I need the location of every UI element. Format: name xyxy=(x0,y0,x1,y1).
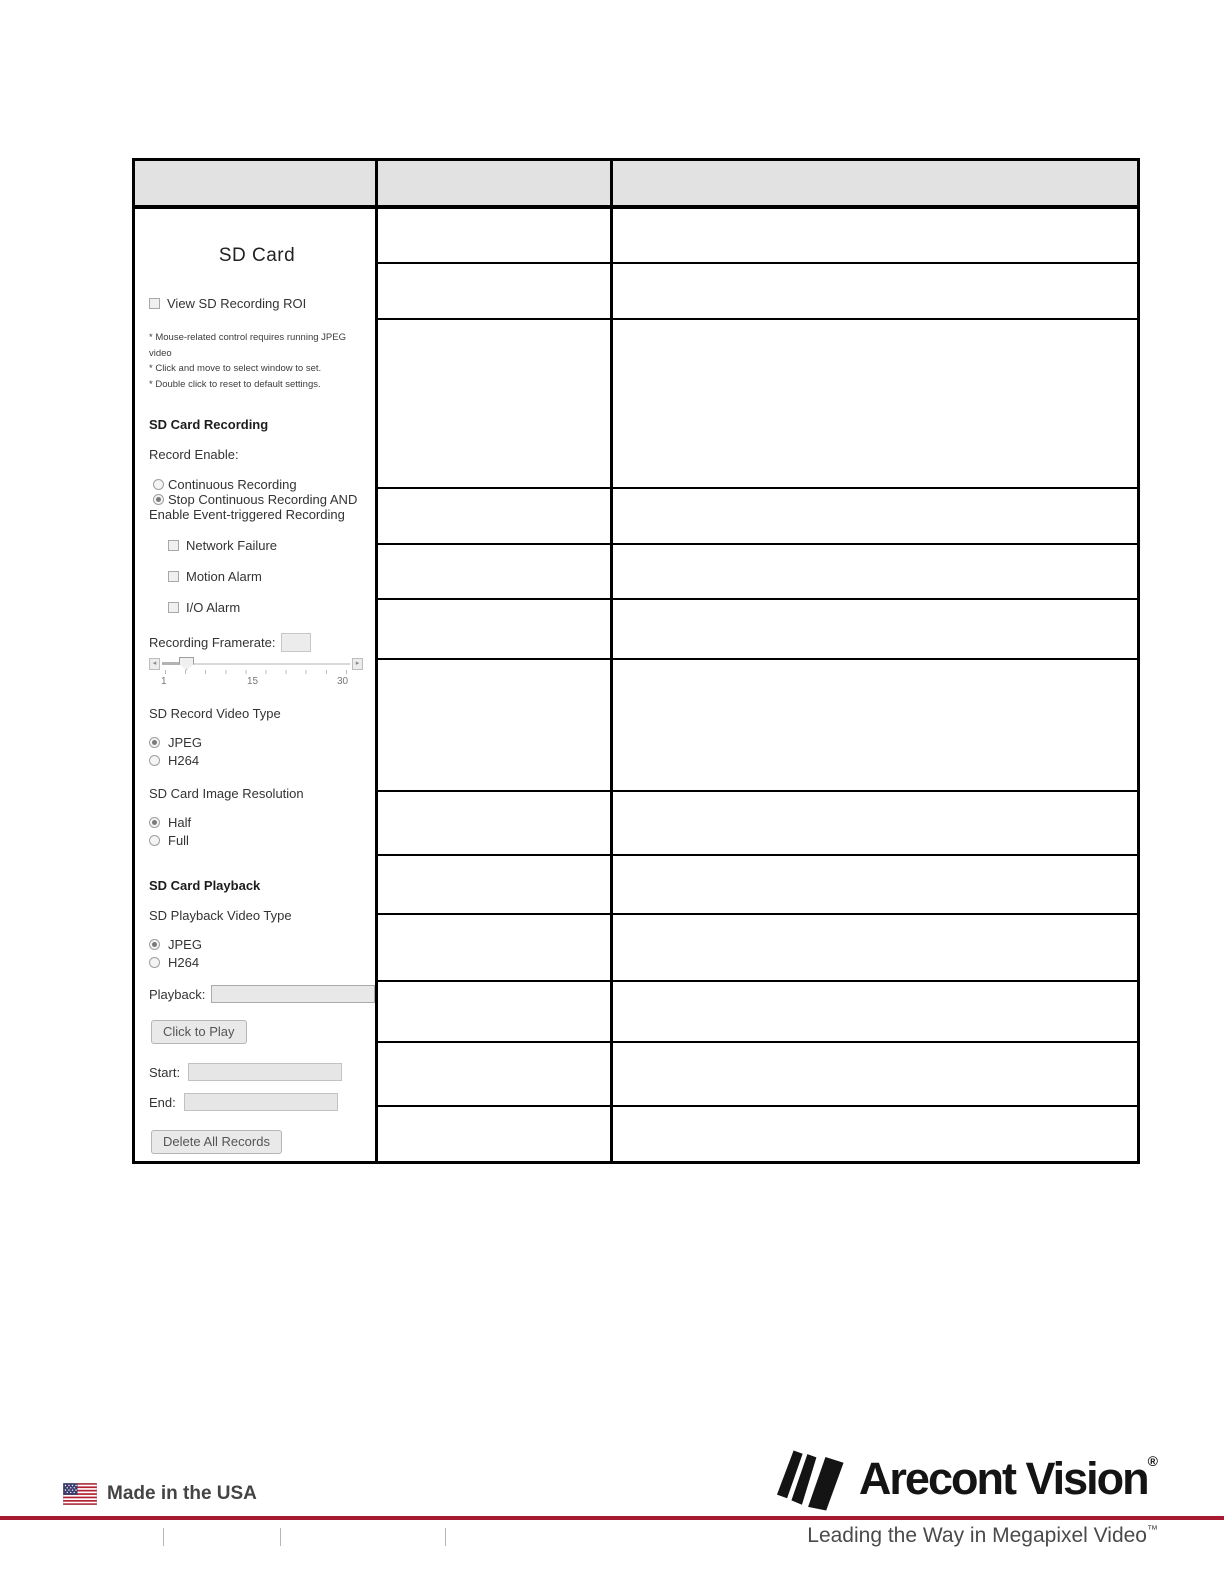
table-cell-empty xyxy=(613,1107,1137,1161)
table-cell-empty xyxy=(378,600,610,660)
playback-file-input[interactable] xyxy=(211,985,375,1003)
arecont-vision-logo-icon xyxy=(763,1436,851,1512)
sd-card-panel xyxy=(135,209,375,1161)
panel-title: SD Card xyxy=(218,245,296,266)
record-enable-options xyxy=(149,477,365,522)
record-h264-option[interactable] xyxy=(149,753,365,768)
table-cell-empty xyxy=(378,792,610,856)
playback-label: Playback: xyxy=(149,986,206,1002)
table-cell-empty xyxy=(613,915,1137,982)
table-cell-empty xyxy=(613,792,1137,856)
settings-reference-table xyxy=(132,158,1140,1164)
record-h264-radio[interactable] xyxy=(149,755,160,766)
sd-card-recording-heading: SD Card Recording xyxy=(149,417,269,432)
network-failure-label: Network Failure xyxy=(186,538,278,553)
view-roi-label: View SD Recording ROI xyxy=(167,296,307,311)
table-body xyxy=(135,209,1137,1161)
stop-continuous-label: Stop Continuous Recording AND Enable Event-triggered Recording xyxy=(149,492,358,522)
end-input[interactable] xyxy=(184,1093,338,1111)
slider-scale-labels xyxy=(149,676,363,688)
footer-accent-rule xyxy=(0,1516,1224,1520)
click-to-play-button[interactable]: Click to Play xyxy=(151,1020,247,1044)
table-cell-empty xyxy=(378,1107,610,1161)
record-jpeg-label: JPEG xyxy=(168,735,202,750)
record-enable-label: Record Enable: xyxy=(149,447,239,462)
slider-mid-label: 15 xyxy=(247,676,259,687)
table-cell-empty xyxy=(613,982,1137,1043)
note-line: * Mouse-related control requires running JPEG video xyxy=(149,332,346,359)
network-failure-row[interactable] xyxy=(168,538,365,553)
made-in-usa-label: Made in the USA xyxy=(107,1483,257,1504)
table-cell-empty xyxy=(378,1043,610,1107)
io-alarm-label: I/O Alarm xyxy=(186,600,241,615)
framerate-slider[interactable] xyxy=(149,657,363,672)
sd-record-video-type-label: SD Record Video Type xyxy=(149,706,281,721)
table-header-row xyxy=(135,161,1137,209)
footer-cell-divider xyxy=(445,1528,446,1546)
us-flag-icon xyxy=(63,1483,97,1505)
table-cell-empty xyxy=(378,915,610,982)
delete-all-records-button[interactable]: Delete All Records xyxy=(151,1130,282,1154)
motion-alarm-checkbox[interactable] xyxy=(168,571,179,582)
record-jpeg-option[interactable] xyxy=(149,735,365,750)
end-row xyxy=(149,1093,365,1111)
sd-playback-video-type-label: SD Playback Video Type xyxy=(149,908,292,923)
resolution-full-option[interactable] xyxy=(149,833,365,848)
brand-tagline: Leading the Way in Megapixel Video™ xyxy=(807,1524,1158,1547)
registered-mark: ® xyxy=(1147,1453,1158,1469)
resolution-half-radio[interactable] xyxy=(149,817,160,828)
table-header-cell xyxy=(378,161,613,205)
recording-framerate-row xyxy=(149,633,365,652)
slider-thumb[interactable] xyxy=(179,657,194,670)
end-label: End: xyxy=(149,1094,176,1110)
sd-card-playback-heading: SD Card Playback xyxy=(149,878,261,893)
start-row xyxy=(149,1063,365,1081)
note-line: * Double click to reset to default settings. xyxy=(149,378,321,390)
recording-framerate-input[interactable] xyxy=(281,633,311,652)
continuous-recording-option[interactable] xyxy=(149,477,365,492)
table-cell-empty xyxy=(378,982,610,1043)
table-cell-empty xyxy=(378,660,610,792)
note-line: * Click and move to select window to set. xyxy=(149,363,322,374)
continuous-recording-label: Continuous Recording xyxy=(168,477,297,492)
table-cell-empty xyxy=(378,320,610,489)
trademark-mark: ™ xyxy=(1147,1524,1158,1536)
table-cell-empty xyxy=(378,545,610,600)
network-failure-checkbox[interactable] xyxy=(168,540,179,551)
table-cell-empty xyxy=(613,600,1137,660)
slider-right-arrow-icon[interactable]: ▸ xyxy=(352,658,363,670)
motion-alarm-label: Motion Alarm xyxy=(186,569,262,584)
slider-left-arrow-icon[interactable]: ◂ xyxy=(149,658,160,670)
table-column-right xyxy=(613,209,1137,1161)
start-input[interactable] xyxy=(188,1063,342,1081)
playback-jpeg-radio[interactable] xyxy=(149,939,160,950)
slider-ticks xyxy=(165,670,347,674)
view-roi-checkbox[interactable] xyxy=(149,298,160,309)
resolution-full-label: Full xyxy=(168,833,189,848)
playback-jpeg-label: JPEG xyxy=(168,937,202,952)
sd-card-panel-column xyxy=(135,209,378,1161)
brand-logo xyxy=(763,1428,1158,1512)
table-cell-empty xyxy=(378,264,610,320)
table-header-cell xyxy=(613,161,1137,205)
table-cell-empty xyxy=(378,209,610,264)
table-header-cell xyxy=(135,161,378,205)
stop-continuous-radio[interactable] xyxy=(153,494,164,505)
brand-wordmark: Arecont Vision® xyxy=(858,1453,1158,1504)
table-cell-empty xyxy=(613,660,1137,792)
playback-row xyxy=(149,985,365,1003)
slider-min-label: 1 xyxy=(161,676,167,687)
recording-framerate-label: Recording Framerate: xyxy=(149,635,276,650)
slider-max-label: 30 xyxy=(337,676,349,687)
table-cell-empty xyxy=(613,856,1137,915)
sd-card-image-resolution-label: SD Card Image Resolution xyxy=(149,786,304,801)
table-cell-empty xyxy=(613,264,1137,320)
footer-cell-divider xyxy=(163,1528,164,1546)
record-jpeg-radio[interactable] xyxy=(149,737,160,748)
panel-notes xyxy=(149,330,365,392)
resolution-full-radio[interactable] xyxy=(149,835,160,846)
table-column-middle xyxy=(378,209,613,1161)
start-label: Start: xyxy=(149,1064,181,1080)
table-cell-empty xyxy=(378,856,610,915)
table-cell-empty xyxy=(613,1043,1137,1107)
stop-continuous-option[interactable] xyxy=(149,492,367,522)
made-in-usa xyxy=(63,1483,257,1505)
playback-h264-radio[interactable] xyxy=(149,957,160,968)
continuous-recording-radio[interactable] xyxy=(153,479,164,490)
view-roi-row xyxy=(149,296,365,311)
io-alarm-checkbox[interactable] xyxy=(168,602,179,613)
table-cell-empty xyxy=(613,489,1137,545)
table-cell-empty xyxy=(613,545,1137,600)
motion-alarm-row[interactable] xyxy=(168,569,365,584)
playback-h264-label: H264 xyxy=(168,955,200,970)
playback-jpeg-option[interactable] xyxy=(149,937,365,952)
table-cell-empty xyxy=(378,489,610,545)
record-h264-label: H264 xyxy=(168,753,200,768)
resolution-half-label: Half xyxy=(168,815,192,830)
io-alarm-row[interactable] xyxy=(168,600,365,615)
table-cell-empty xyxy=(613,320,1137,489)
table-cell-empty xyxy=(613,209,1137,264)
resolution-half-option[interactable] xyxy=(149,815,365,830)
playback-h264-option[interactable] xyxy=(149,955,365,970)
footer-cell-divider xyxy=(280,1528,281,1546)
